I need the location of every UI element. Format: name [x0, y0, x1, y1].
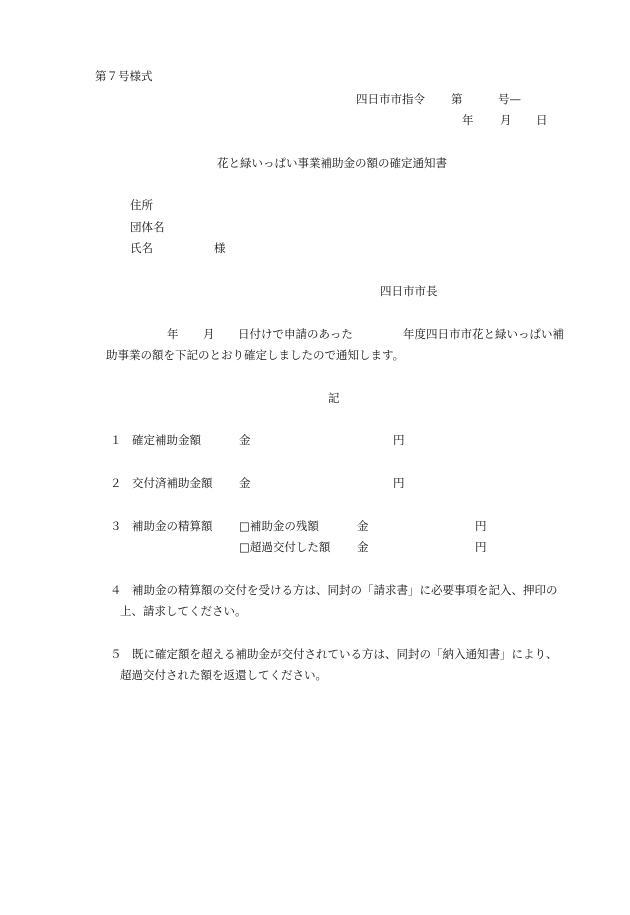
item1-yen: 円: [393, 433, 405, 447]
body-line2: 助事業の額を下記のとおり確定しましたので通知します。: [106, 348, 405, 362]
date-year: 年: [462, 113, 474, 127]
body-month: 月: [203, 327, 215, 341]
item1-label: 確定補助金額: [132, 433, 201, 447]
item4-line2: 上、請求してください。: [120, 604, 247, 618]
item4-line1: 補助金の精算額の交付を受ける方は、同封の「請求書」に必要事項を記入、押印の: [132, 583, 558, 597]
item3-option-excess: □超過交付した額: [239, 540, 331, 554]
date-day: 日: [536, 113, 548, 127]
document-title: 花と緑いっぱい事業補助金の額の確定通知書: [217, 156, 447, 170]
body-text2: 年度四日市市花と緑いっぱい補: [403, 327, 564, 341]
item1-number: １: [110, 433, 122, 447]
body-text1: 日付けで申請のあった: [238, 327, 353, 341]
item3-option2-yen: 円: [475, 540, 487, 554]
item2-kin: 金: [239, 476, 251, 490]
item4-number: ４: [110, 583, 122, 597]
item2-number: ２: [110, 476, 122, 490]
item5-number: ５: [110, 647, 122, 661]
form-number: 第７号様式: [95, 69, 153, 83]
item3-option1-yen: 円: [475, 519, 487, 533]
ref-go: 号—: [498, 92, 521, 106]
sender: 四日市市長: [380, 284, 438, 298]
item5-line1: 既に確定額を超える補助金が交付されている方は、同封の「納入通知書」により、: [132, 647, 558, 661]
ref-dai: 第: [451, 92, 463, 106]
item5-line2: 超過交付された額を返還してください。: [120, 668, 327, 682]
item3-label: 補助金の精算額: [132, 519, 213, 533]
item3-option-remaining: □補助金の残額: [239, 519, 319, 533]
item2-label: 交付済補助金額: [132, 476, 213, 490]
item2-yen: 円: [393, 476, 405, 490]
ref-office: 四日市市指令: [356, 92, 425, 106]
item3-number: ３: [110, 519, 122, 533]
item3-option2-kin: 金: [357, 540, 369, 554]
body-year: 年: [167, 327, 179, 341]
address-label: 住所: [130, 198, 153, 212]
item1-kin: 金: [239, 433, 251, 447]
date-month: 月: [500, 113, 512, 127]
item3-option1-kin: 金: [357, 519, 369, 533]
name-label: 氏名: [130, 241, 153, 255]
honorific: 様: [214, 241, 226, 255]
ki-heading: 記: [328, 391, 340, 405]
org-label: 団体名: [130, 220, 165, 234]
